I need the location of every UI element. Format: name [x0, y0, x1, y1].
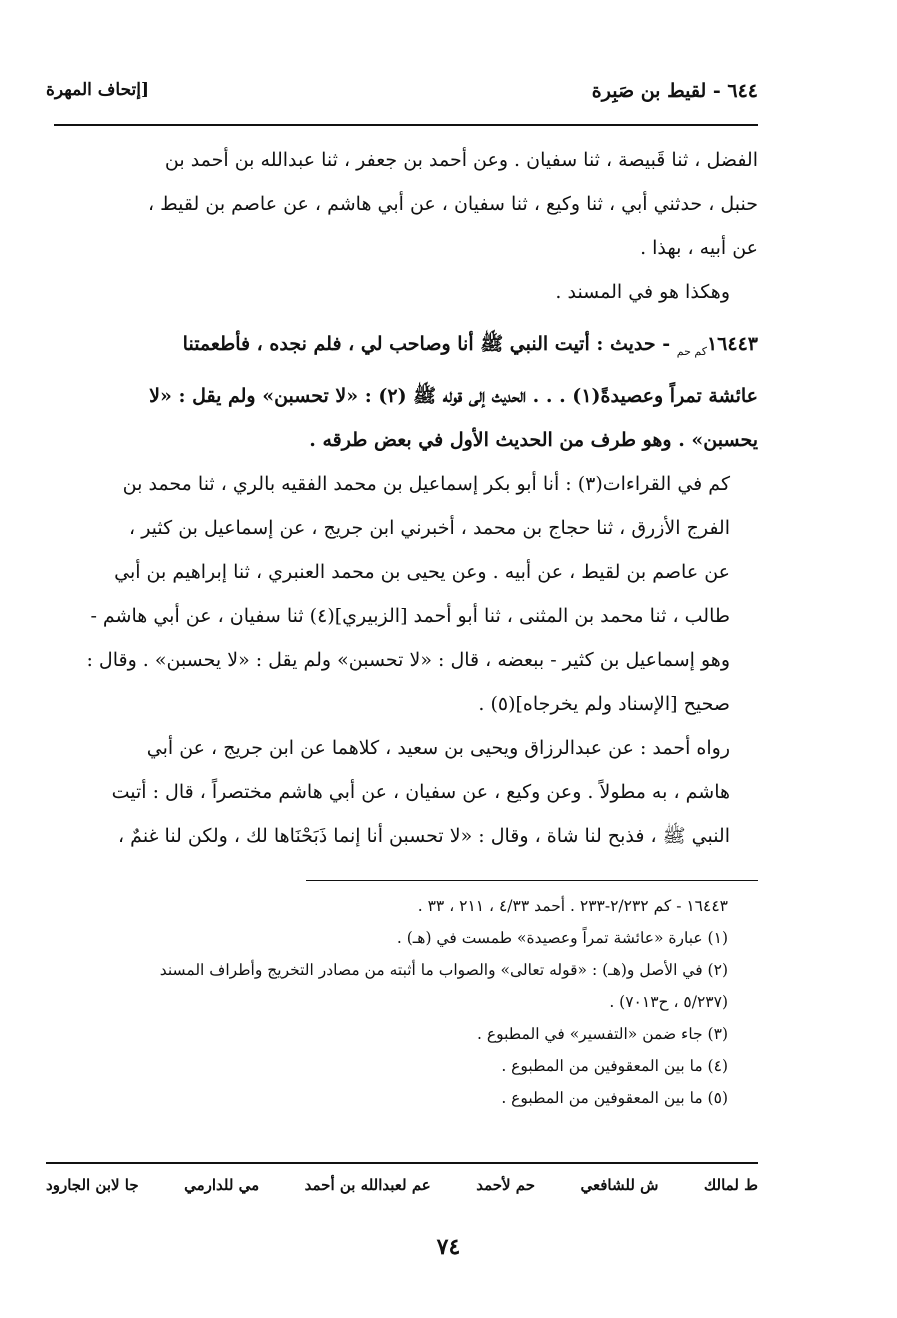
hadith-number: ١٦٤٤٣: [706, 333, 758, 355]
text-line: النبي ﷺ ، فذبح لنا شاة ، وقال : «لا تحسبن أنا إنما ذَبَحْنَاها لك ، ولكن لنا غنمٌ ،: [118, 824, 730, 847]
footnote-rule: [306, 880, 758, 881]
abbreviation-item: ط لمالك: [703, 1176, 758, 1194]
footnotes: [46, 890, 758, 1114]
footnote: (١) عبارة «عائشة تمراً وعصيدة» طمست في (هـ) .: [396, 929, 728, 947]
footnote: (٢) في الأصل و(هـ) : «قوله تعالى» والصواب ما أثبته من مصادر التخريج وأطراف المسند: [159, 961, 728, 979]
footnote: (٣) جاء ضمن «التفسير» في المطبوع .: [477, 1025, 728, 1043]
abbreviation-item: عم لعبدالله بن أحمد: [304, 1176, 431, 1194]
text-line: عن أبيه ، بهذا .: [640, 237, 758, 259]
book-title: [إتحاف المهرة: [46, 80, 150, 100]
page-header: [46, 76, 758, 116]
text-line: عائشة تمراً وعصيدةً(١) . . . الحديث إلى قوله ﷺ (٢) : «لا تحسبن» ولم يقل : «لا: [149, 384, 758, 407]
page-number: ٧٤: [436, 1234, 461, 1260]
text-line: الفضل ، ثنا قَبيصة ، ثنا سفيان . وعن أحمد بن جعفر ، ثنا عبدالله بن أحمد بن: [164, 149, 758, 171]
chapter-title: ٦٤٤ - لقيط بن صَبِرة: [591, 80, 758, 102]
text-line: هاشم ، به مطولاً . وعن وكيع ، عن سفيان ، عن أبي هاشم مختصراً ، قال : أتيت: [111, 780, 730, 803]
abbreviation-item: مي للدارمي: [184, 1176, 260, 1194]
main-text: [46, 138, 758, 858]
abbreviation-key: [46, 1176, 758, 1194]
text-line: الفرج الأزرق ، ثنا حجاج بن محمد ، أخبرني ابن جريج ، عن إسماعيل بن كثير ،: [129, 516, 730, 539]
text-line: صحيح [الإسناد ولم يخرجاه](٥) .: [478, 692, 730, 715]
footnote: (٥) ما بين المعقوفين من المطبوع .: [501, 1089, 728, 1107]
text-line: وهو إسماعيل بن كثير - ببعضه ، قال : «لا تحسبن» ولم يقل : «لا يحسبن» . وقال :: [86, 648, 730, 671]
text-line: عن عاصم بن لقيط ، عن أبيه . وعن يحيى بن محمد العنبري ، ثنا إبراهيم بن أبي: [114, 560, 730, 583]
text-line: وهكذا هو في المسند .: [555, 281, 730, 303]
footnote: (٤) ما بين المعقوفين من المطبوع .: [501, 1057, 728, 1075]
text-line: يحسبن» . وهو طرف من الحديث الأول في بعض طرقه .: [309, 428, 758, 451]
text-line: - حديث : أتيت النبي ﷺ أنا وصاحب لي ، فلم نجده ، فأطعمتنا: [182, 333, 671, 355]
header-rule: [54, 124, 758, 126]
paragraph: [46, 462, 758, 726]
hadith-sigla: كم حم: [676, 344, 707, 358]
text-line: حنبل ، حدثني أبي ، ثنا وكيع ، ثنا سفيان ، عن أبي هاشم ، عن عاصم بن لقيط ،: [147, 193, 758, 215]
text-line: طالب ، ثنا محمد بن المثنى ، ثنا أبو أحمد [الزبيري](٤) ثنا سفيان ، عن أبي هاشم -: [90, 604, 730, 627]
text-line: كم في القراءات(٣) : أنا أبو بكر إسماعيل بن محمد الفقيه بالري ، ثنا محمد بن: [122, 472, 730, 495]
footnote: (٥/٢٣٧ ، ح٧٠١٣) .: [609, 993, 728, 1011]
hadith-entry: [46, 322, 758, 462]
abbreviation-rule: [46, 1162, 758, 1164]
abbreviation-item: جا لابن الجارود: [46, 1176, 139, 1194]
paragraph: [46, 138, 758, 270]
paragraph: [46, 726, 758, 858]
footnote: ١٦٤٤٣ - كم ٢/٢٣٢-٢٣٣ . أحمد ٤/٣٣ ، ٢١١ ، ٣٣ .: [417, 897, 728, 915]
abbreviation-item: ش للشافعي: [580, 1176, 659, 1194]
paragraph: [46, 270, 758, 314]
text-line: رواه أحمد : عن عبدالرزاق ويحيى بن سعيد ، كلاهما عن ابن جريج ، عن أبي: [146, 736, 730, 759]
abbreviation-item: حم لأحمد: [476, 1176, 536, 1194]
